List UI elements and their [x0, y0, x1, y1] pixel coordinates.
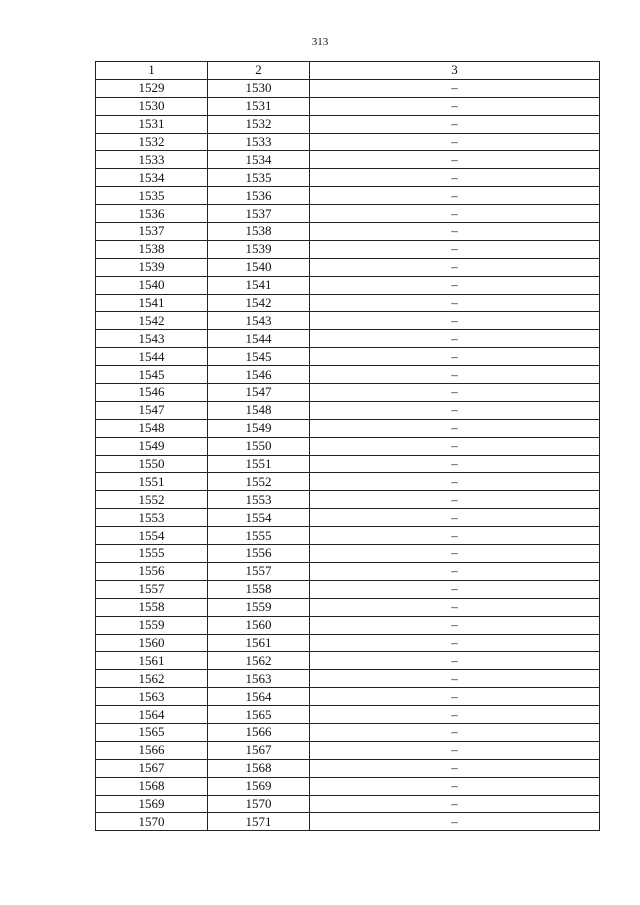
- table-header: [96, 62, 600, 80]
- table-row: [96, 223, 600, 241]
- table-cell-col2: 1560: [208, 616, 310, 634]
- table-cell-col1: 1563: [96, 688, 208, 706]
- table-cell-col3: –: [310, 169, 600, 187]
- table-cell-col3: –: [310, 330, 600, 348]
- table-cell-col3: –: [310, 509, 600, 527]
- table-cell-col1: 1538: [96, 240, 208, 258]
- table-cell-col3: –: [310, 384, 600, 402]
- table-row: [96, 384, 600, 402]
- table-cell-col3: –: [310, 688, 600, 706]
- table-row: [96, 330, 600, 348]
- table-cell-col2: 1530: [208, 79, 310, 97]
- table-cell-col2: 1548: [208, 401, 310, 419]
- table-cell-col2: 1541: [208, 276, 310, 294]
- table-cell-col3: –: [310, 79, 600, 97]
- table-row: [96, 437, 600, 455]
- table-cell-col3: –: [310, 580, 600, 598]
- table-cell-col1: 1542: [96, 312, 208, 330]
- table-cell-col3: –: [310, 97, 600, 115]
- table-row: [96, 115, 600, 133]
- page-number: 313: [311, 36, 329, 48]
- table-cell-col3: –: [310, 777, 600, 795]
- table-cell-col2: 1552: [208, 473, 310, 491]
- table-cell-col1: 1533: [96, 151, 208, 169]
- table-row: [96, 795, 600, 813]
- table-cell-col2: 1549: [208, 419, 310, 437]
- table-cell-col1: 1550: [96, 455, 208, 473]
- table-cell-col3: –: [310, 527, 600, 545]
- table-cell-col2: 1565: [208, 706, 310, 724]
- table-cell-col2: 1561: [208, 634, 310, 652]
- table-cell-col1: 1548: [96, 419, 208, 437]
- table-cell-col1: 1536: [96, 205, 208, 223]
- table-cell-col1: 1564: [96, 706, 208, 724]
- table-cell-col2: 1550: [208, 437, 310, 455]
- column-header-1: 1: [96, 62, 208, 80]
- table-cell-col3: –: [310, 401, 600, 419]
- table-cell-col3: –: [310, 473, 600, 491]
- table-row: [96, 258, 600, 276]
- table-cell-col1: 1560: [96, 634, 208, 652]
- table-cell-col1: 1534: [96, 169, 208, 187]
- header-row: [96, 62, 600, 80]
- table-cell-col3: –: [310, 455, 600, 473]
- table-row: [96, 580, 600, 598]
- table-cell-col2: 1547: [208, 384, 310, 402]
- table-row: [96, 455, 600, 473]
- table-cell-col1: 1529: [96, 79, 208, 97]
- table-row: [96, 276, 600, 294]
- table-cell-col1: 1556: [96, 562, 208, 580]
- table-cell-col1: 1557: [96, 580, 208, 598]
- table-row: [96, 97, 600, 115]
- table-cell-col2: 1556: [208, 545, 310, 563]
- table-cell-col2: 1555: [208, 527, 310, 545]
- table-cell-col1: 1549: [96, 437, 208, 455]
- table-cell-col1: 1539: [96, 258, 208, 276]
- table-cell-col1: 1559: [96, 616, 208, 634]
- table-cell-col1: 1555: [96, 545, 208, 563]
- table-row: [96, 419, 600, 437]
- table-cell-col2: 1553: [208, 491, 310, 509]
- table-cell-col2: 1563: [208, 670, 310, 688]
- table-cell-col2: 1537: [208, 205, 310, 223]
- table-row: [96, 670, 600, 688]
- table-cell-col3: –: [310, 741, 600, 759]
- table-cell-col1: 1570: [96, 813, 208, 831]
- table-cell-col3: –: [310, 562, 600, 580]
- table-cell-col1: 1537: [96, 223, 208, 241]
- table-cell-col1: 1535: [96, 187, 208, 205]
- table-cell-col2: 1533: [208, 133, 310, 151]
- table-row: [96, 312, 600, 330]
- table-row: [96, 205, 600, 223]
- table-row: [96, 240, 600, 258]
- table-cell-col2: 1570: [208, 795, 310, 813]
- table-row: [96, 527, 600, 545]
- table-cell-col1: 1544: [96, 348, 208, 366]
- table-cell-col3: –: [310, 115, 600, 133]
- table-cell-col2: 1542: [208, 294, 310, 312]
- table-row: [96, 616, 600, 634]
- table-cell-col1: 1530: [96, 97, 208, 115]
- table-cell-col1: 1558: [96, 598, 208, 616]
- table-cell-col2: 1536: [208, 187, 310, 205]
- table-cell-col3: –: [310, 670, 600, 688]
- table-row: [96, 294, 600, 312]
- table-row: [96, 741, 600, 759]
- table-cell-col2: 1562: [208, 652, 310, 670]
- table-cell-col1: 1562: [96, 670, 208, 688]
- table-row: [96, 169, 600, 187]
- data-table: [95, 61, 600, 831]
- table-cell-col1: 1545: [96, 366, 208, 384]
- table-row: [96, 688, 600, 706]
- table-cell-col3: –: [310, 276, 600, 294]
- table-cell-col1: 1543: [96, 330, 208, 348]
- table-cell-col2: 1558: [208, 580, 310, 598]
- table-cell-col1: 1567: [96, 759, 208, 777]
- table-cell-col3: –: [310, 723, 600, 741]
- table-cell-col3: –: [310, 133, 600, 151]
- table-cell-col2: 1551: [208, 455, 310, 473]
- table-cell-col3: –: [310, 795, 600, 813]
- table-row: [96, 634, 600, 652]
- column-header-3: 3: [310, 62, 600, 80]
- table-cell-col2: 1540: [208, 258, 310, 276]
- table-cell-col2: 1543: [208, 312, 310, 330]
- table-cell-col2: 1539: [208, 240, 310, 258]
- table-cell-col1: 1566: [96, 741, 208, 759]
- table-row: [96, 401, 600, 419]
- table-row: [96, 473, 600, 491]
- table-cell-col2: 1554: [208, 509, 310, 527]
- table-cell-col3: –: [310, 437, 600, 455]
- table-cell-col3: –: [310, 759, 600, 777]
- table-cell-col3: –: [310, 652, 600, 670]
- table-cell-col3: –: [310, 616, 600, 634]
- table-row: [96, 509, 600, 527]
- table-cell-col3: –: [310, 545, 600, 563]
- table-row: [96, 187, 600, 205]
- table-cell-col1: 1546: [96, 384, 208, 402]
- table-cell-col2: 1538: [208, 223, 310, 241]
- table-cell-col1: 1541: [96, 294, 208, 312]
- table-cell-col3: –: [310, 223, 600, 241]
- table-cell-col2: 1569: [208, 777, 310, 795]
- table-cell-col3: –: [310, 706, 600, 724]
- table-cell-col3: –: [310, 312, 600, 330]
- table-cell-col1: 1547: [96, 401, 208, 419]
- table-cell-col3: –: [310, 151, 600, 169]
- table-cell-col3: –: [310, 258, 600, 276]
- table-cell-col2: 1545: [208, 348, 310, 366]
- table-cell-col2: 1557: [208, 562, 310, 580]
- table-cell-col1: 1531: [96, 115, 208, 133]
- column-header-2: 2: [208, 62, 310, 80]
- table-cell-col3: –: [310, 294, 600, 312]
- table-cell-col3: –: [310, 491, 600, 509]
- table-row: [96, 706, 600, 724]
- table-cell-col2: 1568: [208, 759, 310, 777]
- table-cell-col2: 1566: [208, 723, 310, 741]
- table-row: [96, 723, 600, 741]
- table-cell-col1: 1554: [96, 527, 208, 545]
- table-row: [96, 491, 600, 509]
- table-row: [96, 151, 600, 169]
- table-row: [96, 79, 600, 97]
- table-cell-col2: 1567: [208, 741, 310, 759]
- table-cell-col1: 1569: [96, 795, 208, 813]
- table-cell-col2: 1571: [208, 813, 310, 831]
- table-row: [96, 366, 600, 384]
- table-row: [96, 813, 600, 831]
- table-row: [96, 777, 600, 795]
- table-cell-col2: 1531: [208, 97, 310, 115]
- table-cell-col2: 1535: [208, 169, 310, 187]
- table-cell-col2: 1532: [208, 115, 310, 133]
- table-cell-col1: 1565: [96, 723, 208, 741]
- table-row: [96, 562, 600, 580]
- table-cell-col2: 1544: [208, 330, 310, 348]
- table-cell-col1: 1561: [96, 652, 208, 670]
- table-cell-col1: 1568: [96, 777, 208, 795]
- table-cell-col3: –: [310, 634, 600, 652]
- table-cell-col3: –: [310, 813, 600, 831]
- table-cell-col2: 1534: [208, 151, 310, 169]
- table-row: [96, 545, 600, 563]
- table-row: [96, 652, 600, 670]
- table-cell-col1: 1552: [96, 491, 208, 509]
- table-cell-col1: 1553: [96, 509, 208, 527]
- table-cell-col3: –: [310, 240, 600, 258]
- table-cell-col1: 1532: [96, 133, 208, 151]
- table-cell-col2: 1559: [208, 598, 310, 616]
- table-cell-col1: 1551: [96, 473, 208, 491]
- table-row: [96, 133, 600, 151]
- table-cell-col3: –: [310, 598, 600, 616]
- table-cell-col3: –: [310, 205, 600, 223]
- table-row: [96, 759, 600, 777]
- table-body: [96, 79, 600, 830]
- table-cell-col3: –: [310, 419, 600, 437]
- table-cell-col2: 1564: [208, 688, 310, 706]
- table-cell-col1: 1540: [96, 276, 208, 294]
- table-cell-col3: –: [310, 187, 600, 205]
- table-cell-col3: –: [310, 366, 600, 384]
- table-cell-col3: –: [310, 348, 600, 366]
- table-row: [96, 348, 600, 366]
- table-cell-col2: 1546: [208, 366, 310, 384]
- table-row: [96, 598, 600, 616]
